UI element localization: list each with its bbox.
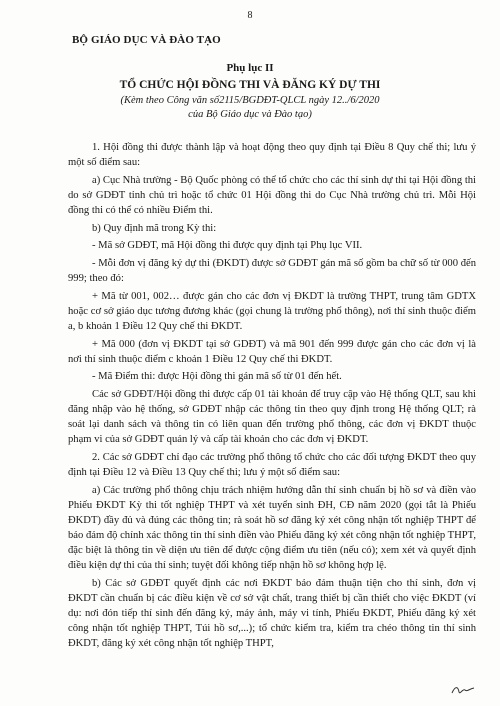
paragraph: - Mã sở GDĐT, mã Hội đồng thi được quy định tại Phụ lục VII. [92,240,363,252]
appendix-label: Phụ lục II [226,62,274,74]
paragraph: 1. Hội đồng thi được thành lập và hoạt động theo quy định tại Điều 8 Quy chế thi; lưu ý một số điểm sau: [68,142,476,169]
document-body [68,140,476,654]
document-subtitle [0,94,500,122]
paragraph: b) Quy định mã trong Kỳ thi: [92,222,217,234]
subtitle-line-1: (Kèm theo Công văn số2115/BGDĐT-QLCL ngày 12../6/2020 [120,95,380,106]
paragraph: 2. Các sở GDĐT chỉ đạo các trường phổ thông tổ chức cho các đối tượng ĐKDT theo quy định tại Điều 12 và Điều 13 Quy chế thi; lưu ý một số điểm sau: [68,452,476,479]
paragraph: + Mã từ 001, 002… được gán cho các đơn vị ĐKDT là trường THPT, trung tâm GDTX hoặc cơ sở giáo dục tương đương khác (gọi chung là trường phổ thông), nơi thí sinh thuộc điểm a, b khoản 1 Điều 12 Quy chế thi ĐKDT. [68,290,476,332]
subtitle-line-2: của Bộ Giáo dục và Đào tạo) [188,109,312,120]
paragraph: a) Cục Nhà trường - Bộ Quốc phòng có thể tổ chức cho các thí sinh dự thi tại Hội đồng thi do sở GDĐT tỉnh chủ trì hoặc tổ chức 01 Hội đồng thi do Cục Nhà trường chủ trì. Mỗi Hội đồng thi có thể có nhiều Điểm thi. [68,174,476,216]
paragraph: - Mỗi đơn vị đăng ký dự thi (ĐKDT) được sở GDĐT gán mã số gồm ba chữ số từ 000 đến 999; theo đó: [68,258,476,285]
paragraph: a) Các trường phổ thông chịu trách nhiệm hướng dẫn thí sinh chuẩn bị hồ sơ và điền vào Phiếu ĐKDT Kỳ thi tốt nghiệp THPT và xét tuyển sinh ĐH, CĐ năm 2020 (gọi tắt là Phiếu ĐKDT) đầy đủ và đúng các thông tin; rà soát hồ sơ đăng ký xét công nhận tốt nghiệp THPT để bảo đảm độ chính xác thông tin thí sinh điền vào Phiếu đăng ký xét công nhận tốt nghiệp THPT, đặc biệt là thông tin về diện ưu tiên để được cộng điểm ưu tiên (nếu có); xem xét và quyết định điều kiện dự thi của thí sinh; tuyệt đối không tiếp nhận hồ sơ không hợp lệ. [68,484,476,572]
initials-signature [450,684,476,696]
paragraph: b) Các sở GDĐT quyết định các nơi ĐKDT bảo đảm thuận tiện cho thí sinh, đơn vị ĐKDT cần chuẩn bị các điều kiện về cơ sở vật chất, trang thiết bị cần thiết cho việc ĐKDT (ví dụ: nơi đón tiếp thí sinh đến đăng ký, máy ảnh, máy vi tính, Phiếu ĐKDT, Phiếu đăng ký xét công nhận tốt nghiệp THPT, Túi hồ sơ,...); tổ chức kiểm tra, kiểm tra chéo thông tin thí sinh ĐKDT, đăng ký xét công nhận tốt nghiệp THPT, [68,578,476,650]
paragraph: Các sở GDĐT/Hội đồng thi được cấp 01 tài khoản để truy cập vào Hệ thống QLT, sau khi đăng nhập vào hệ thống, sở GDĐT nhập các thông tin theo quy định trong Hệ thống QLT; rà soát lại danh sách và thông tin có liên quan đến trường phổ thông, các đơn vị ĐKDT thuộc phạm vi của sở GDĐT quản lý và cấp tài khoản cho các đơn vị ĐKDT. [68,389,476,446]
ministry-header: BỘ GIÁO DỤC VÀ ĐÀO TẠO [72,34,221,46]
paragraph: + Mã 000 (đơn vị ĐKDT tại sở GDĐT) và mã 901 đến 999 được gán cho các đơn vị là nơi thí sinh thuộc điểm c khoản 1 Điều 12 Quy chế thi ĐKDT. [68,338,476,365]
document-title: TỔ CHỨC HỘI ĐỒNG THI VÀ ĐĂNG KÝ DỰ THI [119,79,381,91]
paragraph: - Mã Điểm thi: được Hội đồng thi gán mã số từ 01 đến hết. [92,371,342,383]
page-number: 8 [247,10,253,21]
